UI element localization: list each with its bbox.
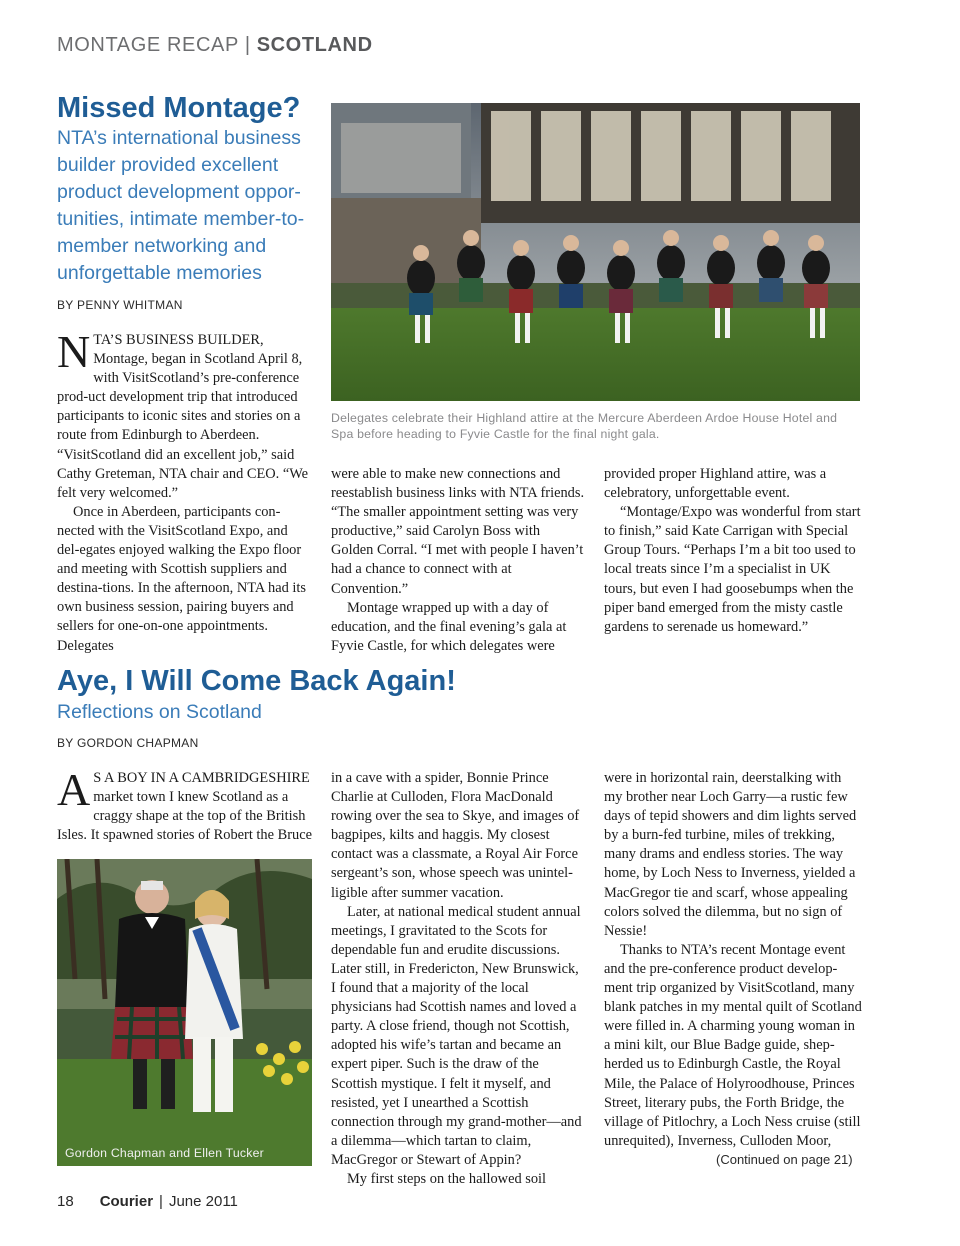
issue-date: June 2011: [168, 1193, 238, 1210]
article2-col3-paragraph-2: Thanks to NTA’s recent Montage event and the pre-conference product develop-ment trip organized by VisitScotland, many blank patches in my mental quilt of Scotland were filled in. A charming young woman in a mini kilt, our Blue Badge guide, shep-herded us to Edinburgh Castle, the Royal Mile, the Palace of Holyroodhouse, Princes Street, literary pubs, the Forth Bridge, the village of Pitlochry, a Loch Ness cruise (still unrequited), Inverness, Culloden Moor,: [604, 941, 862, 1149]
section-header: [57, 34, 373, 57]
article2-headline: Aye, I Will Come Back Again!: [57, 665, 456, 697]
page-number: 18: [57, 1193, 74, 1210]
page-footer: [57, 1193, 238, 1210]
footer-separator: |: [159, 1193, 163, 1210]
article1-col3-paragraph-1: provided proper Highland attire, was a celebratory, unforgettable event.: [604, 466, 827, 502]
article2-col3-paragraph-1: were in horizontal rain, deerstalking with my brother near Loch Garry—a rustic few days of tepid showers and dim lights served by a burn-fed turbine, miles of trekking, many drams and endless stories. The way home, by Loch Ness to Inverness, yielded a MacGregor tie and scarf, whose appealing colors solved the dilemma, but no sign of Nessie!: [604, 770, 857, 939]
article1-col1-paragraph-2: Once in Aberdeen, participants con-nected with the VisitScotland Expo, and del-egates enjoyed walking the Expo floor and meeting with Scottish suppliers and destina-tions. In the afternoon, NTA had its own business session, pairing buyers and sellers for one-on-one appointments. Delegates: [57, 503, 307, 654]
portrait-photo-illustration: [57, 859, 312, 1166]
magazine-name: Courier: [99, 1193, 154, 1210]
article2-column-3: [604, 769, 862, 1151]
article1-photo-caption: Delegates celebrate their Highland attire at the Mercure Aberdeen Ardoe House Hotel and Spa before heading to Fyvie Castle for the final night gala.: [331, 411, 838, 441]
article2-column-2: [331, 769, 585, 1189]
article1-dropcap: N: [57, 326, 91, 377]
article1-column-3: [604, 465, 862, 637]
article2-col1-lead: S A BOY IN A CAMBRIDGESHIRE market town I knew Scotland as a craggy shape at the top of the British Isles. It spawned stories of Robert the Bruce: [57, 770, 312, 844]
header-separator: |: [244, 34, 251, 56]
delegates-group-photo: [331, 103, 860, 401]
article1-column-2: [331, 465, 585, 656]
article1-column-1: [57, 326, 312, 656]
article1-col2-paragraph-2: Montage wrapped up with a day of education, and the final evening’s gala at Fyvie Castle, for which delegates were: [331, 599, 567, 654]
article2-col2-paragraph-1: in a cave with a spider, Bonnie Prince Charlie at Culloden, Flora MacDonald rowing over the sea to Skye, and images of bagpipes, kilts and haggis. My closest contact was a classmate, a Royal Air Force sergeant’s son, whose speech was unintel-ligible after summer vacation.: [331, 770, 580, 901]
delegates-photo-illustration: [331, 103, 860, 401]
article1-col1-lead: TA’S BUSINESS BUILDER, Montage, began in Scotland April 8, with VisitScotland’s pre-conference prod-uct development trip that introduced participants to iconic sites and stories on a route from Edinburgh to Aberdeen. “VisitScotland did an excellent job,” said Cathy Greteman, NTA chair and CEO. “We felt very welcomed.”: [57, 332, 309, 501]
article1-headline: Missed Montage?: [57, 92, 301, 124]
article1-col2-paragraph-1: were able to make new connections and reestablish business links with NTA friends. “The smaller appointment setting was very productive,” said Carolyn Boss with Golden Corral. “I met with people I haven’t had a chance to connect with at Convention.”: [331, 466, 585, 597]
article2-col2-paragraph-2: Later, at national medical student annual meetings, I gravitated to the Scots for dependable fun and erudite discussions. Later still, in Fredericton, New Brunswick, I found that a majority of the local physicians had Scottish names and loved a party. A close friend, though not Scottish, adopted his wife’s tartan and became an expert piper. Such is the draw of the Scottish mystique. I felt it myself, and resisted, yet I unearthed a Scottish connection through my grand-mother—and a dilemma—which tartan to claim, MacGregor or Stewart of Appin?: [331, 903, 582, 1168]
section-label: MONTAGE RECAP: [57, 34, 239, 56]
article2-dropcap: A: [57, 764, 91, 815]
article2-column-1: [57, 764, 313, 845]
article2-col2-paragraph-3: My first steps on the hallowed soil: [347, 1170, 547, 1187]
chapman-tucker-portrait-photo: [57, 859, 312, 1166]
article1-deck: NTA’s international business builder provided excellent product development oppor-tunities, intimate member-to-member networking and unforgettable memories: [57, 127, 305, 284]
article2-deck: Reflections on Scotland: [57, 701, 262, 723]
article1-byline: BY PENNY WHITMAN: [57, 298, 183, 312]
article2-photo-caption: Gordon Chapman and Ellen Tucker: [65, 1146, 264, 1160]
article1-col3-paragraph-2: “Montage/Expo was wonderful from start to finish,” said Kate Carrigan with Special Group Tours. “Perhaps I’m a bit too used to local treats since I’m a specialist in UK tours, but even I had goosebumps when the piper band emerged from the misty castle gardens to serenade us homeward.”: [604, 504, 861, 635]
article2-byline: BY GORDON CHAPMAN: [57, 736, 199, 750]
continued-note: (Continued on page 21): [716, 1152, 853, 1167]
region-label: SCOTLAND: [256, 34, 373, 56]
